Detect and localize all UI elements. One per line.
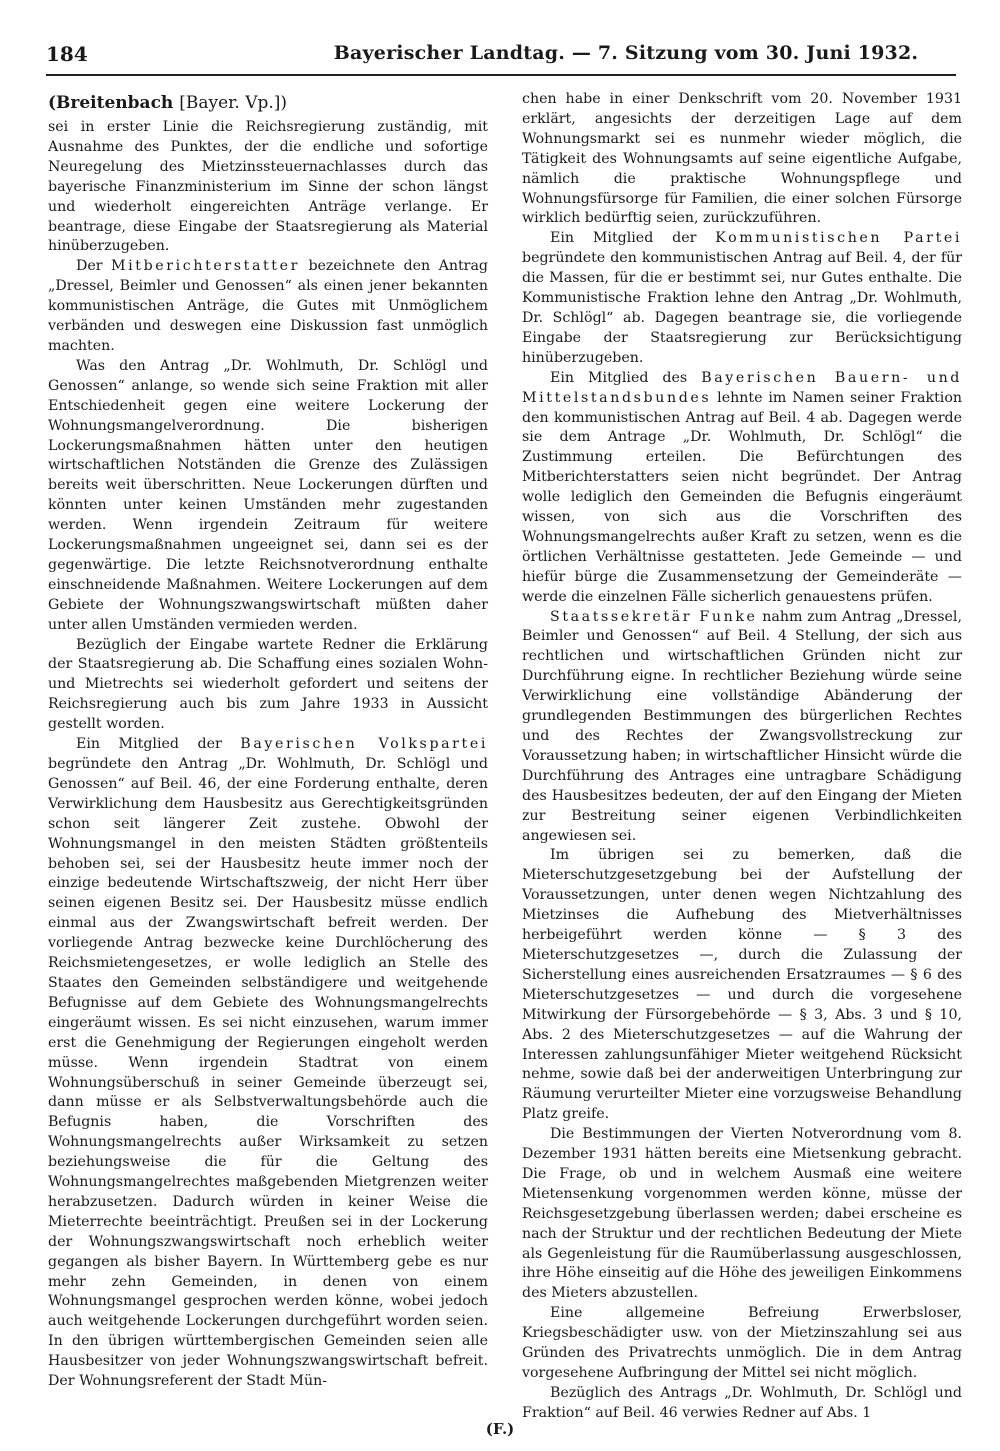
- paragraph: Bezüglich der Eingabe wartete Redner die Erklärung der Staatsregierung ab. Die Schaffung eines sozialen Wohn- und Mietrechts sei wiederholt gefordert und seitens der Reichsregierung auch bis zum Jahre 1933 in Aussicht gestellt worden.: [48, 636, 488, 733]
- paragraph: Im übrigen sei zu bemerken, daß die Mieterschutzgesetzgebung bei der Aufstellung der Voraussetzungen, unter denen wegen Nichtzahlung des Mietzinses die Aufhebung des Mietverhältnisses herbeigeführt werden könne — § 3 des Mieterschutzgesetzes —, durch die Zulassung der Sicherstellung eines ausreichenden Ersatzraumes — § 6 des Mieterschutzgesetzes — und durch die vorgesehene Mitwirkung der Fürsorgebehörde — § 3, Abs. 3 und § 10, Abs. 2 des Mieterschutzgesetzes — auf die Wahrung der Interessen zahlungsunfähiger Mieter weitgehend Rücksicht nehme, sowie daß bei der anderweitigen Unterbringung zur Räumung verurteilter Mieter eine vorzugsweise Behandlung Platz greife.: [522, 847, 962, 1123]
- paragraph-lead: Ein Mitglied der: [76, 736, 222, 753]
- paragraph-lead: Ein Mitglied des: [550, 369, 688, 386]
- paragraph: Was den Antrag „Dr. Wohlmuth, Dr. Schlögl und Genossen“ anlange, so wende sich seine Fraktion mit aller Entschiedenheit gegen eine weitere Lockerung der Wohnungsmangelverordnung. Die bisherigen Lockerungsmaßnahmen hätten unter den heutigen wirtschaftlichen Notständen die Grenze des Zulässigen bereits weit überschritten. Neue Lockerungen dürften und könnten unter keinen Umständen mehr zugestanden werden. Wenn irgendein Zeitraum für weitere Lockerungsmaßnahmen ungeeignet sei, dann sei es der gegenwärtige. Die letzte Reichsnotverordnung enthalte einschneidende Maßnahmen. Weitere Lockerungen auf dem Gebiete der Wohnungszwangswirtschaft müßten daher unter allen Umständen vermieden werden.: [48, 357, 488, 633]
- speaker-name: (Breitenbach: [48, 93, 174, 113]
- paragraph: [48, 257, 488, 357]
- spaced-term: Staatssekretär Funke: [550, 608, 758, 625]
- paragraph: [48, 735, 488, 1392]
- paragraph: [522, 608, 962, 847]
- paragraph-text: bezeichnete den Antrag „Dressel, Beimler und Genossen“ als einen jener bekannten kommunistischen Anträge, die Gutes mit Unmöglichem verbänden und deswegen eine Diskussion fast unmöglich machten.: [48, 258, 488, 354]
- footer-mark: (F.): [485, 1420, 515, 1438]
- running-title: Bayerischer Landtag. — 7. Sitzung vom 30. Juni 1932.: [333, 42, 919, 64]
- speaker-tag: [48, 90, 488, 116]
- paragraph-text: nahm zum Antrag „Dressel, Beimler und Genossen“ auf Beil. 4 Stellung, der sich aus rechtlichen und wirtschaftlichen Gründen nicht zur Durchführung eigne. In rechtlicher Beziehung würde seine Verwirklichung eine vollständige Abänderung der grundlegenden Bestimmungen des bürgerlichen Rechtes und des Rechtes der Zwangsvollstreckung zur Voraussetzung haben; in wirtschaftlicher Hinsicht würde die Durchführung des Antrages eine untragbare Schädigung des Hausbesitzes bedeuten, der auf den Eingang der Mieten zur Bestreitung seiner eigenen Verbindlichkeiten angewiesen sei.: [522, 608, 962, 844]
- spaced-term: Bayerischen Volkspartei: [240, 736, 488, 753]
- paragraph: chen habe in einer Denkschrift vom 20. November 1931 erklärt, angesichts der derzeitigen Lage auf dem Wohnungsmarkt sei es nunmehr wieder möglich, die Tätigkeit des Wohnungsamts auf seine eigentliche Aufgabe, nämlich die praktische Wohnungspflege und Wohnungsfürsorge für Familien, die einer solchen Fürsorge wirklich bedürftig seien, zurückzuführen.: [522, 91, 962, 227]
- paragraph: [522, 229, 962, 368]
- speaker-party: [Bayer. Vp.]): [179, 93, 288, 113]
- paragraph: sei in erster Linie die Reichsregierung zuständig, mit Ausnahme des Punktes, der die endliche und sofortige Neuregelung des Mietzinssteuernachlasses durch das bayerische Finanzministerium im Sinne der schon längst und wiederholt eingereichten Anträge verlange. Er beantrage, diese Eingabe der Staatsregierung als Material hinüberzugeben.: [48, 119, 488, 255]
- paragraph-lead: Der: [76, 258, 103, 275]
- paragraph: Eine allgemeine Befreiung Erwerbsloser, Kriegsbeschädigter usw. von der Mietzinszahlung sei aus Gründen des Privatrechts unmöglich. Die in dem Antrag vorgesehene Aufbringung der Mittel sei nicht möglich.: [522, 1305, 962, 1381]
- spaced-term: Bayerischen Bauern- und Mittelstandsbundes: [522, 369, 962, 406]
- paragraph: Die Bestimmungen der Vierten Notverordnung vom 8. Dezember 1931 hätten bereits eine Mietsenkung gebracht. Die Frage, ob und in welchem Ausmaß eine weitere Mietensenkung vorgenommen werden könne, müsse der Reichsgesetzgebung überlassen werden; dabei erscheine es nach der Struktur und der rechtlichen Bedeutung der Miete als Gegenleistung für die Raumüberlassung ausgeschlossen, ihre Höhe einseitig auf die Höhe des jeweiligen Einkommens des Mieters abzustellen.: [522, 1126, 962, 1302]
- spaced-term: Kommunistischen Partei: [715, 230, 962, 247]
- paragraph: [522, 369, 962, 608]
- paragraph-lead: Ein Mitglied der: [550, 230, 697, 247]
- page-number: 184: [46, 42, 88, 66]
- paragraph-text: lehnte im Namen seiner Fraktion den kommunistischen Antrag auf Beil. 4 ab. Dagegen werde sie dem Antrage „Dr. Wohlmuth, Dr. Schlögl“ die Zustimmung erteilen. Die Befürchtungen des Mitberichterstatters seien nicht begründet. Der Antrag wolle lediglich den Gemeinden die Befugnis eingeräumt wissen, von sich aus die Vorschriften des Wohnungsmangelrechts außer Kraft zu setzen, wenn es die örtlichen Verhältnisse gestatteten. Jede Gemeinde — und hiefür bürge die Zusammensetzung der Gemeinderäte — werde die einzelnen Fälle sicherlich genauestens prüfen.: [522, 389, 962, 605]
- right-column: [522, 90, 962, 1421]
- paragraph-text: begründete den kommunistischen Antrag auf Beil. 4, der für die Massen, für die er bestimmt sei, nur Gutes enthalte. Die Kommunistische Fraktion lehne den Antrag „Dr. Wohlmuth, Dr. Schlögl“ ab. Dagegen beantrage sie, die vorliegende Eingabe der Staatsregierung zur Berücksichtigung hinüberzugeben.: [522, 250, 962, 366]
- left-column: [48, 90, 488, 1410]
- running-header: [46, 40, 956, 76]
- spaced-term: Mitberichterstatter: [111, 258, 300, 275]
- paragraph-text: begründete den Antrag „Dr. Wohlmuth, Dr. Schlögl und Genossen“ auf Beil. 46, der eine Forderung enthalte, deren Verwirklichung dem Hausbesitz aus Gerechtigkeitsgründen schon seit längerer Zeit zustehe. Obwohl der Wohnungsmangel in den meisten Städten größtenteils behoben sei, sei der Hausbesitz heute immer noch der einzige bedeutende Wirtschaftszweig, der nicht Herr über seinen eigenen Besitz sei. Der Hausbesitz müsse endlich einmal aus der Zwangswirtschaft befreit werden. Der vorliegende Antrag bezwecke keine Durchlöcherung des Reichsmietengesetzes, er wolle lediglich an Stelle des Staates den Gemeinden selbständigere und weitgehende Befugnisse auf dem Gebiete des Wohnungsmangelrechts eingeräumt wissen. Es sei nicht einzusehen, warum immer erst die Genehmigung der Regierungen eingeholt werden müsse. Wenn irgendein Stadtrat von einem Wohnungsüberschuß in seiner Gemeinde überzeugt sei, dann müsse er als Selbstverwaltungsbehörde auch die Befugnis haben, die Vorschriften des Wohnungsmangelrechts außer Wirksamkeit zu setzen beziehungsweise die für die Geltung des Wohnungsmangelrechtes maßgebenden Mietgrenzen weiter herabzusetzen. Dadurch würden in keiner Weise die Mieterrechte beeinträchtigt. Preußen sei in der Lockerung der Wohnungszwangswirtschaft noch erheblich weiter gegangen als bisher Bayern. In Württemberg gebe es nur mehr zehn Gemeinden, in denen von einem Wohnungsmangel gesprochen werden könne, wobei jedoch auch weitgehende Lockerungen durchgeführt worden seien. In den übrigen württembergischen Gemeinden seien alle Hausbesitzer von jeder Wohnungszwangswirtschaft befreit. Der Wohnungsreferent der Stadt Mün-: [48, 756, 488, 1390]
- paragraph: Bezüglich des Antrags „Dr. Wohlmuth, Dr. Schlögl und Fraktion“ auf Beil. 46 verwies Redner auf Abs. 1: [522, 1384, 962, 1421]
